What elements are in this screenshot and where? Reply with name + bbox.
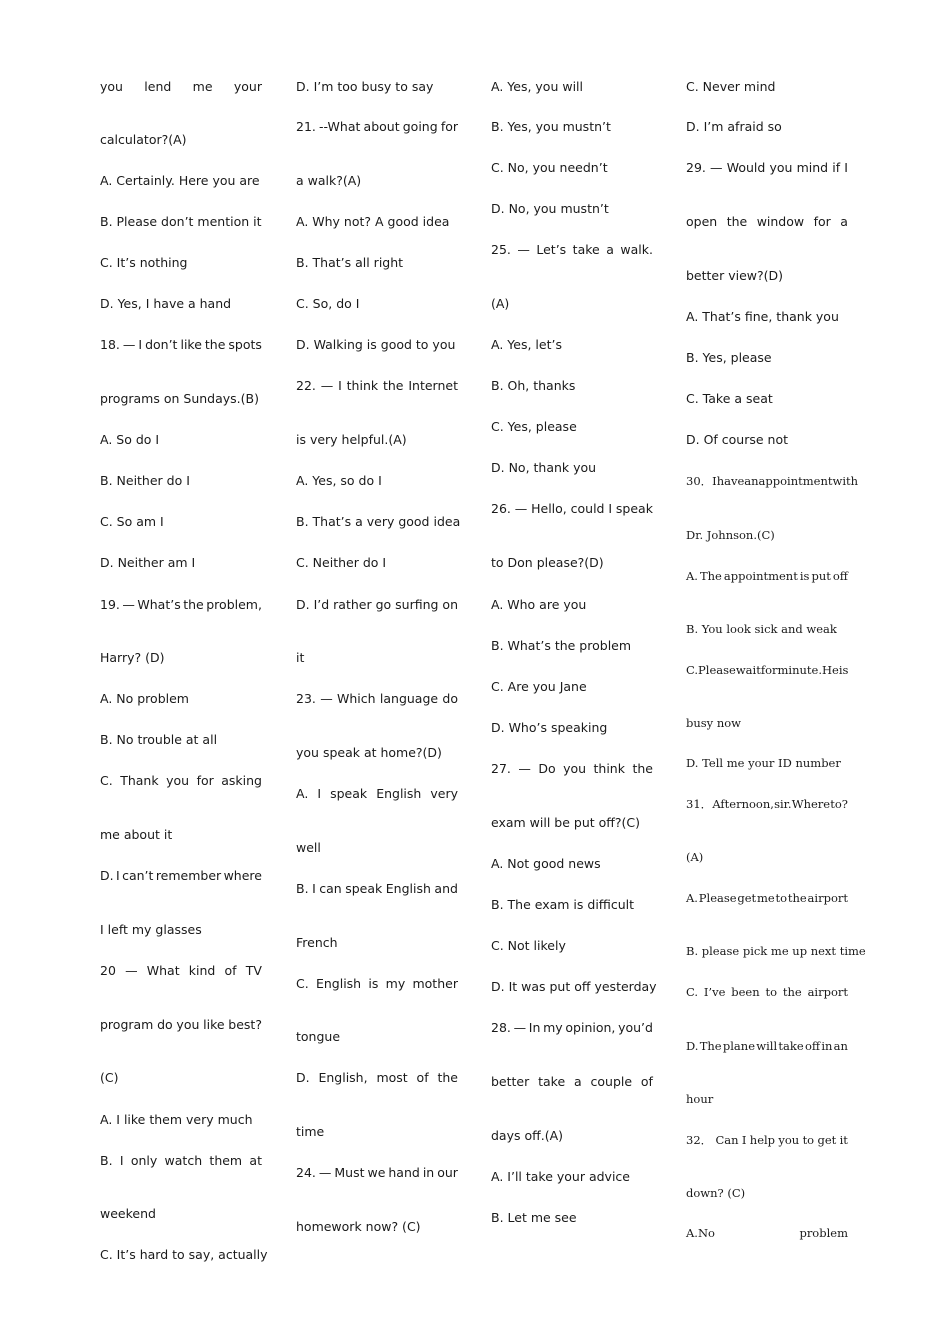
text-line: D. Of course not <box>686 432 789 447</box>
text-line: D. Yes, I have a hand <box>100 296 232 311</box>
text-line: well <box>296 840 321 855</box>
text-line: A. So do I <box>100 432 160 447</box>
text-line: 26. — Hello, could I speak <box>491 501 653 516</box>
text-line: C. So, do I <box>296 296 360 311</box>
text-line: 32． Can I help you to get it <box>686 1133 848 1147</box>
text-line: A. Yes, so do I <box>296 473 382 488</box>
text-line: C. Thank you for asking <box>100 773 262 788</box>
text-line: C. No, you needn’t <box>491 160 608 175</box>
text-line: Harry? (D) <box>100 650 165 665</box>
text-line: C. Neither do I <box>296 555 387 570</box>
text-line: (C) <box>100 1070 119 1085</box>
text-line: time <box>296 1124 325 1139</box>
text-line: better take a couple of <box>491 1074 653 1089</box>
text-line: better view?(D) <box>686 268 784 283</box>
text-line: C. So am I <box>100 514 164 529</box>
text-line: B. Let me see <box>491 1210 577 1225</box>
text-line: it <box>296 650 305 665</box>
text-line: A. Certainly. Here you are <box>100 173 260 188</box>
text-line: you speak at home?(D) <box>296 745 442 760</box>
text-line: C. It’s hard to say, actually <box>100 1247 268 1262</box>
text-line: D. Neither am I <box>100 555 196 570</box>
text-line: (A) <box>686 850 704 864</box>
text-line: B. Yes, please <box>686 350 772 365</box>
text-line: 23. — Which language do <box>296 691 458 706</box>
text-line: D. I’m too busy to say <box>296 79 434 94</box>
text-line: B. Oh, thanks <box>491 378 576 393</box>
text-line: B. Yes, you mustn’t <box>491 119 611 134</box>
text-line: weekend <box>100 1206 156 1221</box>
text-line: B. That’s a very good idea <box>296 514 461 529</box>
text-line: A. Yes, let’s <box>491 337 562 352</box>
text-line: D. Walking is good to you <box>296 337 456 352</box>
text-line: 25. — Let’s take a walk. <box>491 242 653 257</box>
text-line: A. I’ll take your advice <box>491 1169 630 1184</box>
text-line: exam will be put off?(C) <box>491 815 640 830</box>
text-line: B. Neither do I <box>100 473 190 488</box>
text-line: A. I like them very much <box>100 1112 253 1127</box>
text-line: C. English is my mother <box>296 976 458 991</box>
text-line: D. No, thank you <box>491 460 597 475</box>
text-line: 18. — I don’t like the spots <box>100 337 262 352</box>
text-line: you lend me your <box>100 79 262 94</box>
text-line: D. No, you mustn’t <box>491 201 609 216</box>
text-line: C. Please wait for minute. He is <box>686 663 849 677</box>
text-line: Dr. Johnson.(C) <box>686 528 775 542</box>
text-line: D. I’d rather go surfing on <box>296 597 458 612</box>
text-line: D. The plane will take off in an <box>686 1039 848 1053</box>
text-line: French <box>296 935 338 950</box>
text-line: B. Please don’t mention it <box>100 214 262 229</box>
text-line: 19. — What’s the problem, <box>100 597 262 612</box>
text-line: busy now <box>686 716 741 730</box>
text-line: A. Why not? A good idea <box>296 214 450 229</box>
text-line: 24. — Must we hand in our <box>296 1165 458 1180</box>
text-line: days off.(A) <box>491 1128 564 1143</box>
text-line: B. You look sick and weak <box>686 622 837 636</box>
text-line: 20 — What kind of TV <box>100 963 262 978</box>
text-line: B. No trouble at all <box>100 732 218 747</box>
text-line: 28. — In my opinion, you’d <box>491 1020 653 1035</box>
text-line: A.No problem <box>686 1226 848 1240</box>
text-line: B. What’s the problem <box>491 638 632 653</box>
text-line: 31． Afternoon, sir. Where to? <box>686 797 848 811</box>
text-line: A. Yes, you will <box>491 79 583 94</box>
text-line: open the window for a <box>686 214 848 229</box>
text-line: B. The exam is difficult <box>491 897 635 912</box>
text-line: D. It was put off yesterday <box>491 979 657 994</box>
text-line: 27. — Do you think the <box>491 761 653 776</box>
text-line: down? (C) <box>686 1186 746 1200</box>
text-line: D. Who’s speaking <box>491 720 608 735</box>
text-line: C. Are you Jane <box>491 679 587 694</box>
text-line: calculator?(A) <box>100 132 187 147</box>
text-line: programs on Sundays.(B) <box>100 391 259 406</box>
text-line: is very helpful.(A) <box>296 432 407 447</box>
text-line: me about it <box>100 827 173 842</box>
text-line: C. It’s nothing <box>100 255 188 270</box>
text-line: C. Never mind <box>686 79 776 94</box>
text-line: 29. — Would you mind if I <box>686 160 848 175</box>
text-line: D. I’m afraid so <box>686 119 782 134</box>
text-line: A. The appointment is put off <box>686 569 848 583</box>
text-line: A. No problem <box>100 691 189 706</box>
text-line: B. I only watch them at <box>100 1153 262 1168</box>
text-line: B. I can speak English and <box>296 881 458 896</box>
text-line: B. That’s all right <box>296 255 404 270</box>
text-line: 22. — I think the Internet <box>296 378 458 393</box>
text-line: A. Who are you <box>491 597 587 612</box>
text-line: B. please pick me up next time <box>686 944 866 958</box>
text-line: to Don please?(D) <box>491 555 604 570</box>
text-line: 30． I have an appointment with <box>686 474 859 488</box>
text-line: C. Yes, please <box>491 419 577 434</box>
text-line: A. I speak English very <box>296 786 458 801</box>
text-line: D. Tell me your ID number <box>686 756 841 770</box>
text-line: 21. --What about going for <box>296 119 458 134</box>
text-line: (A) <box>491 296 510 311</box>
text-line: a walk?(A) <box>296 173 362 188</box>
text-line: tongue <box>296 1029 341 1044</box>
text-line: C. I’ve been to the airport <box>686 985 848 999</box>
text-line: A. Please get me to the airport <box>686 891 848 905</box>
text-line: homework now? (C) <box>296 1219 421 1234</box>
text-line: C. Not likely <box>491 938 566 953</box>
text-line: D. I can’t remember where <box>100 868 262 883</box>
text-line: hour <box>686 1092 714 1106</box>
text-line: D. English, most of the <box>296 1070 458 1085</box>
text-line: program do you like best? <box>100 1017 262 1032</box>
text-line: C. Take a seat <box>686 391 773 406</box>
text-line: A. That’s fine, thank you <box>686 309 839 324</box>
text-line: A. Not good news <box>491 856 601 871</box>
text-line: I left my glasses <box>100 922 202 937</box>
